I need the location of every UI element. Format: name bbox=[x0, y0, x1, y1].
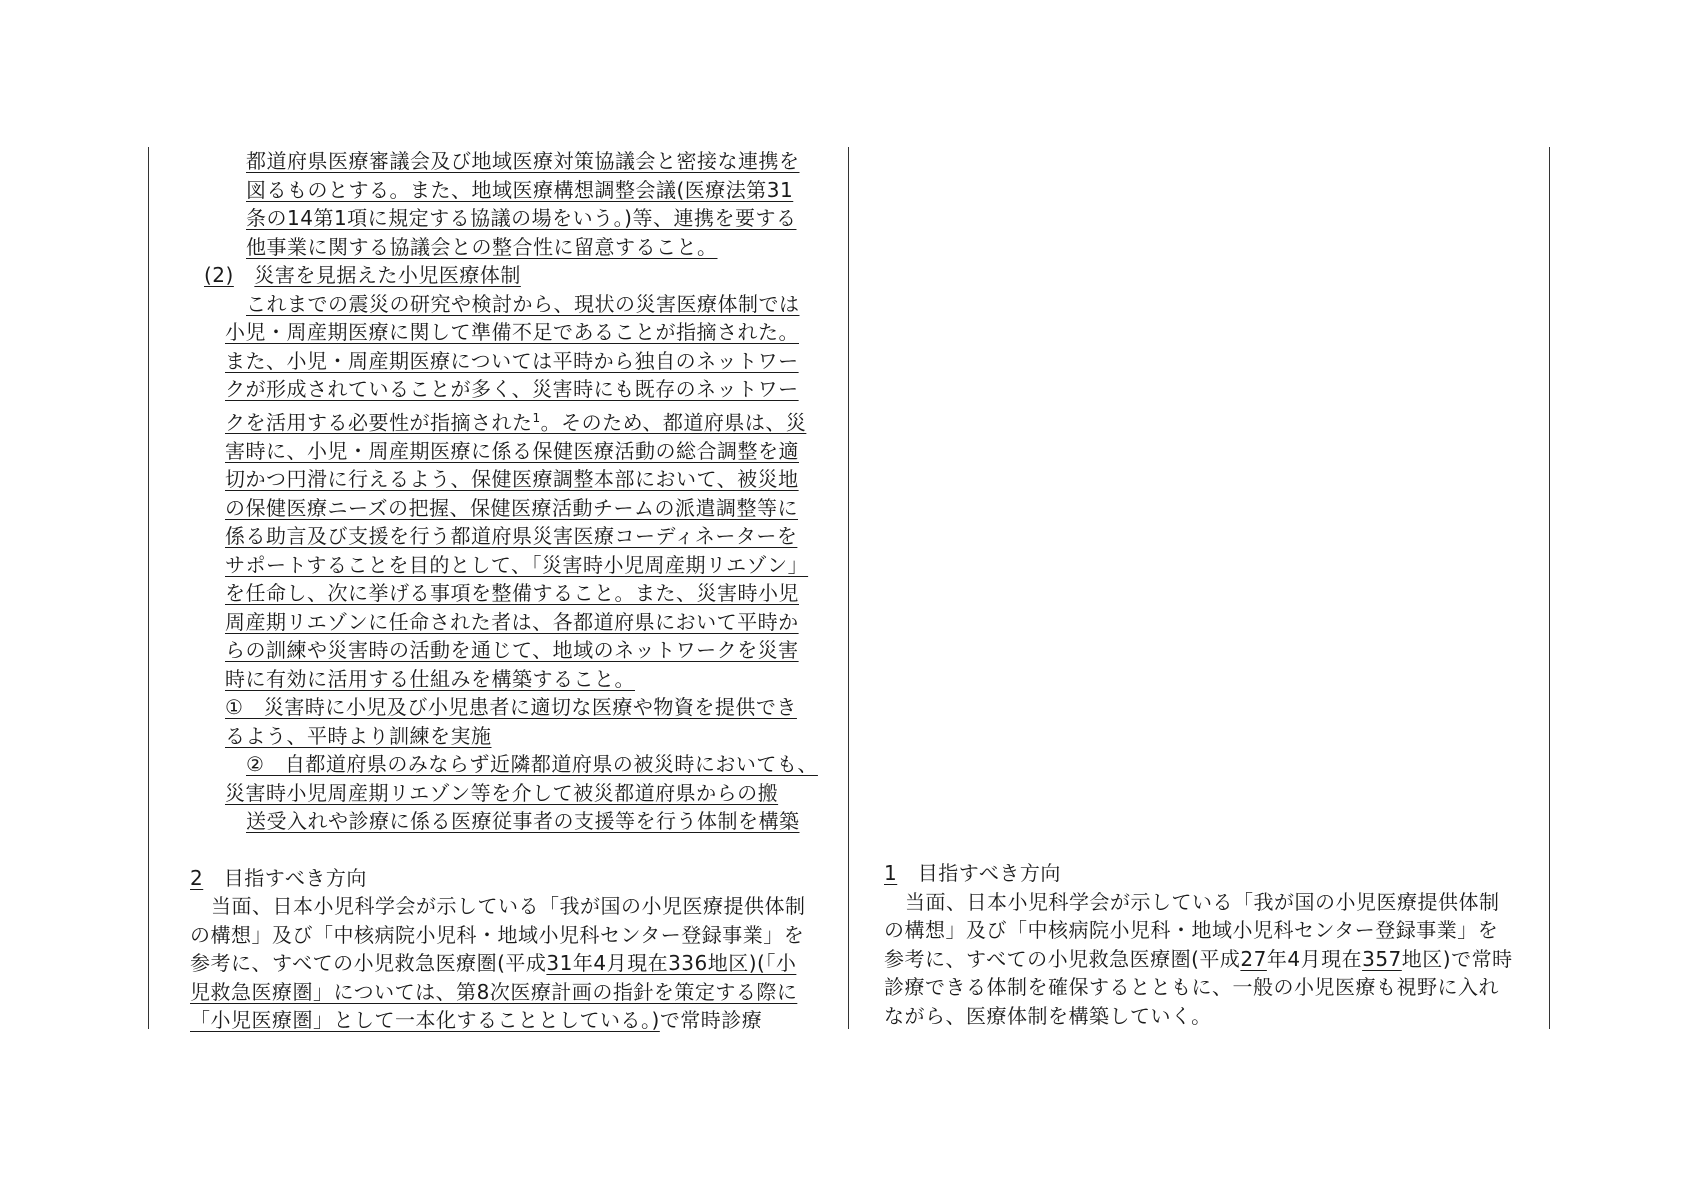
text-line: 「小児医療圏」として一本化することとしている。)で常時診療 bbox=[190, 1008, 763, 1033]
table-center-divider bbox=[848, 147, 849, 1029]
text-line: の構想」及び「中核病院小児科・地域小児科センター登録事業」を bbox=[190, 922, 805, 947]
text-line: 参考に、すべての小児救急医療圏(平成31年4月現在336地区)(「小 bbox=[190, 951, 797, 976]
text-line: これまでの震災の研究や検討から、現状の災害医療体制では bbox=[246, 291, 800, 316]
text-line: 参考に、すべての小児救急医療圏(平成27年4月現在357地区)で常時 bbox=[884, 946, 1513, 971]
section-heading-2: 2 目指すべき方向 bbox=[190, 865, 367, 890]
text-line: の保健医療ニーズの把握、保健医療活動チームの派遣調整等に bbox=[225, 495, 798, 520]
revised-text-column bbox=[190, 147, 818, 1035]
text-line-with-footnote: クを活用する必要性が指摘された$^1$。そのため、都道府県は、災 bbox=[225, 410, 807, 435]
text-line: を任命し、次に挙げる事項を整備すること。また、災害時小児 bbox=[225, 581, 799, 606]
text-line: 送受入れや診療に係る医療従事者の支援等を行う体制を構築 bbox=[246, 809, 800, 834]
text-line: 小児・周産期医療に関して準備不足であることが指摘された。 bbox=[225, 320, 799, 344]
section-heading-1: 1 目指すべき方向 bbox=[884, 861, 1061, 885]
text-line: らの訓練や災害時の活動を通じて、地域のネットワークを災害 bbox=[225, 638, 799, 663]
text-line: の構想」及び「中核病院小児科・地域小児科センター登録事業」を bbox=[884, 918, 1499, 942]
text-line: 図るものとする。また、地域医療構想調整会議(医療法第31 bbox=[246, 177, 794, 202]
list-item-1: るよう、平時より訓練を実施 bbox=[225, 723, 492, 748]
text-line: 係る助言及び支援を行う都道府県災害医療コーディネーターを bbox=[225, 524, 798, 549]
text-line: クが形成されていることが多く、災害時にも既存のネットワー bbox=[225, 377, 799, 401]
table-left-border bbox=[148, 147, 149, 1029]
text-line: サポートすることを目的として、「災害時小児周産期リエゾン」 bbox=[225, 552, 809, 577]
text-line: 診療できる体制を確保するとともに、一般の小児医療も視野に入れ bbox=[884, 975, 1499, 999]
text-line: 周産期リエゾンに任命された者は、各都道府県において平時か bbox=[225, 609, 799, 634]
text-line: 児救急医療圏」については、第8次医療計画の指針を策定する際に bbox=[190, 979, 798, 1004]
text-line: また、小児・周産期医療については平時から独自のネットワー bbox=[225, 348, 799, 373]
text-line: 当面、日本小児科学会が示している「我が国の小児医療提供体制 bbox=[905, 889, 1500, 914]
text-line: ① 災害時に小児及び小児患者に適切な医療や物資を提供でき bbox=[225, 695, 797, 720]
list-item-2: 災害時小児周産期リエゾン等を介して被災都道府県からの搬 bbox=[225, 780, 779, 805]
text-line: 切かつ円滑に行えるよう、保健医療調整本部において、被災地 bbox=[225, 467, 799, 492]
text-line: ② 自都道府県のみならず近隣都道府県の被災時においても、 bbox=[246, 752, 818, 777]
text-line: 当面、日本小児科学会が示している「我が国の小児医療提供体制 bbox=[211, 894, 806, 919]
text-line: 条の14第1項に規定する協議の場をいう。)等、連携を要する bbox=[246, 206, 797, 230]
text-line: 害時に、小児・周産期医療に係る保健医療活動の総合調整を適 bbox=[225, 438, 799, 463]
table-right-border bbox=[1549, 147, 1550, 1029]
text-line: 時に有効に活用する仕組みを構築すること。 bbox=[225, 666, 635, 691]
footnote-marker: 1 bbox=[532, 410, 541, 425]
current-text-column bbox=[884, 859, 1513, 1030]
section-heading-2-2: (2) 災害を見据えた小児医療体制 bbox=[204, 263, 521, 287]
text-line: 他事業に関する協議会との整合性に留意すること。 bbox=[246, 234, 718, 259]
text-line: 都道府県医療審議会及び地域医療対策協議会と密接な連携を bbox=[246, 149, 800, 173]
text-line: ながら、医療体制を構築していく。 bbox=[884, 1003, 1212, 1028]
